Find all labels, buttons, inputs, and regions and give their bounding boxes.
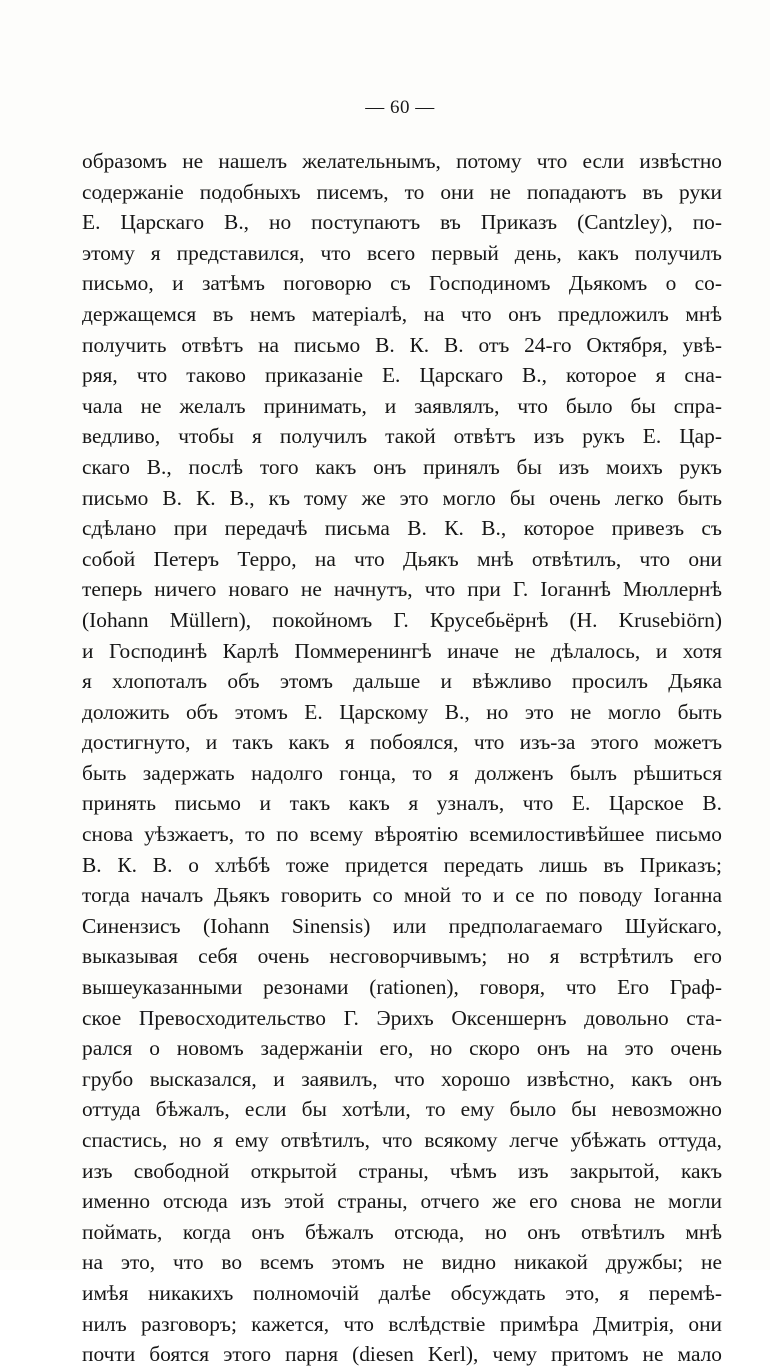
text-line: держащемся въ немъ матеріалѣ, на что онъ предложилъ мнѣ xyxy=(82,301,722,326)
text-line: оттуда бѣжалъ, если бы хотѣли, то ему было бы невозможно xyxy=(82,1097,722,1122)
text-line: ведливо, чтобы я получилъ такой отвѣтъ изъ рукъ Е. Цар- xyxy=(82,424,722,449)
text-line: собой Петеръ Терро, на что Дьякъ мнѣ отвѣтилъ, что они xyxy=(82,546,722,571)
text-line: тогда началъ Дьякъ говорить со мной то и се по поводу Іоганна xyxy=(82,883,722,908)
text-line: поймать, когда онъ бѣжалъ отсюда, но онъ отвѣтилъ мнѣ xyxy=(82,1219,722,1244)
text-line: письмо, и затѣмъ поговорю съ Господиномъ Дьякомъ о со- xyxy=(82,271,722,296)
text-line: рался о новомъ задержаніи его, но скоро онъ на это очень xyxy=(82,1036,722,1061)
text-line: спастись, но я ему отвѣтилъ, что всякому легче убѣжать оттуда, xyxy=(82,1128,722,1152)
text-line: принять письмо и такъ какъ я узналъ, что Е. Царское В. xyxy=(82,791,722,816)
page-number: — 60 — xyxy=(365,97,435,118)
text-line: почти боятся этого парня (diesen Kerl), чему притомъ не мало xyxy=(82,1342,722,1367)
text-line: вышеуказанными резонами (rationen), говоря, что Его Граф- xyxy=(82,975,722,1000)
text-line: (Iohann Müllern), покойномъ Г. Крусебьёрнѣ (H. Krusebiörn) xyxy=(82,607,722,632)
text-line: выказывая себя очень несговорчивымъ; но я встрѣтилъ его xyxy=(82,944,722,969)
text-line: имѣя никакихъ полномочій далѣе обсуждать это, я перемѣ- xyxy=(82,1280,722,1305)
text-line: достигнуто, и такъ какъ я побоялся, что изъ-за этого можетъ xyxy=(82,730,722,755)
text-line: содержаніе подобныхъ писемъ, то они не попадаютъ въ руки xyxy=(82,179,722,204)
text-line: нилъ разговоръ; кажется, что вслѣдствіе примѣра Дмитрія, они xyxy=(82,1311,722,1336)
text-line: Синензисъ (Iohann Sinensis) или предполагаемаго Шуйскаго, xyxy=(82,913,722,938)
text-line: образомъ не нашелъ желательнымъ, потому что если извѣстно xyxy=(82,149,722,173)
body-text xyxy=(82,146,722,1370)
text-line: я хлопоталъ объ этомъ дальше и вѣжливо просилъ Дьяка xyxy=(82,669,722,694)
text-line: ряя, что таково приказаніе Е. Царскаго В., которое я сна- xyxy=(82,363,722,388)
text-line: на это, что во всемъ этомъ не видно никакой дружбы; не xyxy=(82,1250,722,1275)
text-line: В. К. В. о хлѣбѣ тоже придется передать лишь въ Приказъ; xyxy=(82,852,722,877)
text-line: снова уѣзжаетъ, то по всему вѣроятію всемилостивѣйшее письмо xyxy=(82,822,722,847)
text-line: ское Превосходительство Г. Эрихъ Оксеншернъ довольно ста- xyxy=(82,1005,722,1030)
text-line: быть задержать надолго гонца, то я долженъ былъ рѣшиться xyxy=(82,760,722,785)
text-line: Е. Царскаго В., но поступаютъ въ Приказъ (Cantzley), по- xyxy=(82,210,722,235)
text-line: письмо В. К. В., къ тому же это могло бы очень легко быть xyxy=(82,485,722,510)
text-line: этому я представился, что всего первый день, какъ получилъ xyxy=(82,240,722,265)
text-line: и Господинѣ Карлѣ Поммеренингѣ иначе не дѣлалось, и хотя xyxy=(82,638,722,663)
text-line: изъ свободной открытой страны, чѣмъ изъ закрытой, какъ xyxy=(82,1158,722,1183)
text-line: скаго В., послѣ того какъ онъ принялъ бы изъ моихъ рукъ xyxy=(82,454,722,479)
text-line: доложить объ этомъ Е. Царскому В., но это не могло быть xyxy=(82,699,722,724)
text-line: получить отвѣтъ на письмо В. К. В. отъ 24-го Октября, увѣ- xyxy=(82,332,722,357)
text-line: сдѣлано при передачѣ письма В. К. В., которое привезъ съ xyxy=(82,516,722,541)
text-line: чала не желалъ принимать, и заявлялъ, что было бы спра- xyxy=(82,393,722,418)
text-line: именно отсюда изъ этой страны, отчего же его снова не могли xyxy=(82,1189,722,1214)
text-line: теперь ничего новаго не начнутъ, что при Г. Іоганнѣ Мюллернѣ xyxy=(82,577,722,602)
text-line: грубо высказался, и заявилъ, что хорошо извѣстно, какъ онъ xyxy=(82,1066,722,1091)
